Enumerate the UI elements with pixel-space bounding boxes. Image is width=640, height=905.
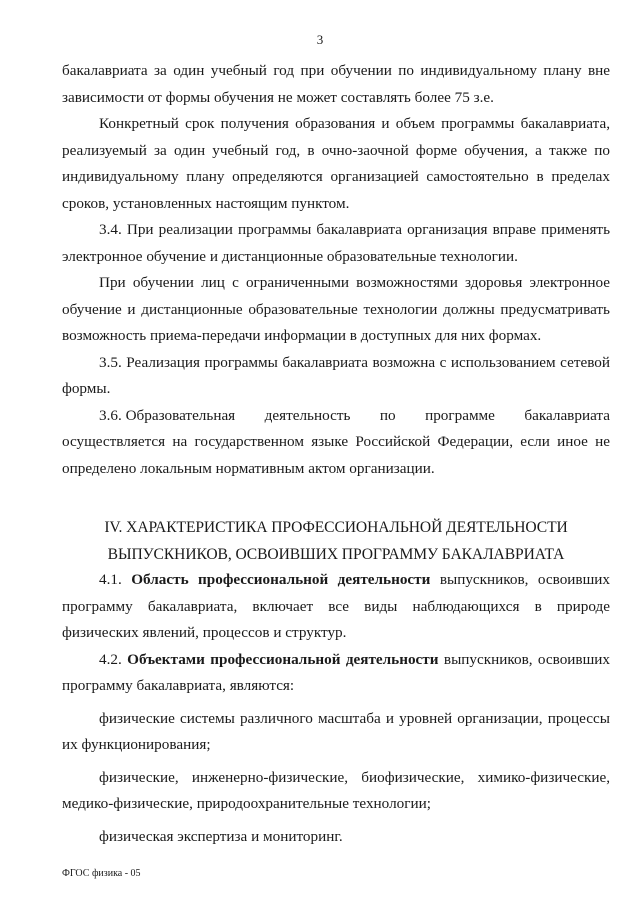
word: программе: [425, 406, 495, 424]
list-item-technologies: физические, инженерно-физические, биофизические, химико-физические, медико-физические, природоохранительные технологии;: [62, 768, 610, 812]
clause-number: 4.1.: [99, 571, 132, 588]
section-4-text: [62, 567, 610, 850]
heading-line: IV. ХАРАКТЕРИСТИКА ПРОФЕССИОНАЛЬНОЙ ДЕЯТЕЛЬНОСТИ: [104, 519, 568, 536]
heading-line: ВЫПУСКНИКОВ, ОСВОИВШИХ ПРОГРАММУ БАКАЛАВРИАТА: [107, 546, 565, 563]
word: по: [379, 406, 396, 424]
clause-number: 4.2.: [99, 650, 128, 668]
clause-text: выпускников, освоивших программу бакалавриата, включает все виды наблюдающихся в природе физических явлений, процессов и структур.: [62, 571, 610, 641]
page-number: 3: [316, 32, 324, 47]
clause-text: выпускников, освоивших программу бакалавриата, являются:: [62, 650, 611, 694]
word: 3.6. Образовательная: [99, 406, 236, 424]
bold-term: Область профессиональной деятельности: [131, 571, 431, 588]
paragraph-continuation: бакалавриата за один учебный год при обучении по индивидуальному плану вне зависимости от формы обучения не может составлять более 75 з.е.: [62, 62, 610, 106]
paragraph-3-6-first-line: [62, 403, 610, 430]
paragraph-3-4: 3.4. При реализации программы бакалавриата организация вправе применять электронное обучение и дистанционные образовательные технологии.: [62, 221, 610, 265]
list-item-systems: физические системы различного масштаба и уровней организации, процессы их функционирования;: [62, 709, 610, 753]
paragraph-3-5: 3.5. Реализация программы бакалавриата возможна с использованием сетевой формы.: [62, 353, 610, 397]
footer-label: ФГОС физика - 05: [62, 868, 141, 879]
paragraph-disabilities: При обучении лиц с ограниченными возможностями здоровья электронное обучение и дистанционные образовательные технологии должны предусматривать возможность приема-передачи информации в доступных для них формах.: [62, 274, 610, 344]
bold-term: Объектами профессиональной деятельности: [127, 650, 439, 668]
paragraph-3-6-rest: осуществляется на государственном языке Российской Федерации, если иное не определено локальным нормативным актом организации.: [62, 433, 610, 477]
paragraph-4-2: [62, 647, 610, 700]
paragraph-term: Конкретный срок получения образования и объем программы бакалавриата, реализуемый за один учебный год, в очно-заочной форме обучения, а также по индивидуальному плану определяются организацией самостоятельно в пределах сроков, установленных настоящим пунктом.: [62, 115, 610, 212]
section-4-heading: [62, 514, 610, 568]
word: деятельность: [264, 406, 351, 424]
word: бакалавриата: [524, 406, 610, 424]
list-item-expertise: физическая экспертиза и мониторинг.: [99, 827, 343, 845]
section-3-text: [62, 58, 610, 482]
paragraph-4-1: [62, 567, 610, 647]
